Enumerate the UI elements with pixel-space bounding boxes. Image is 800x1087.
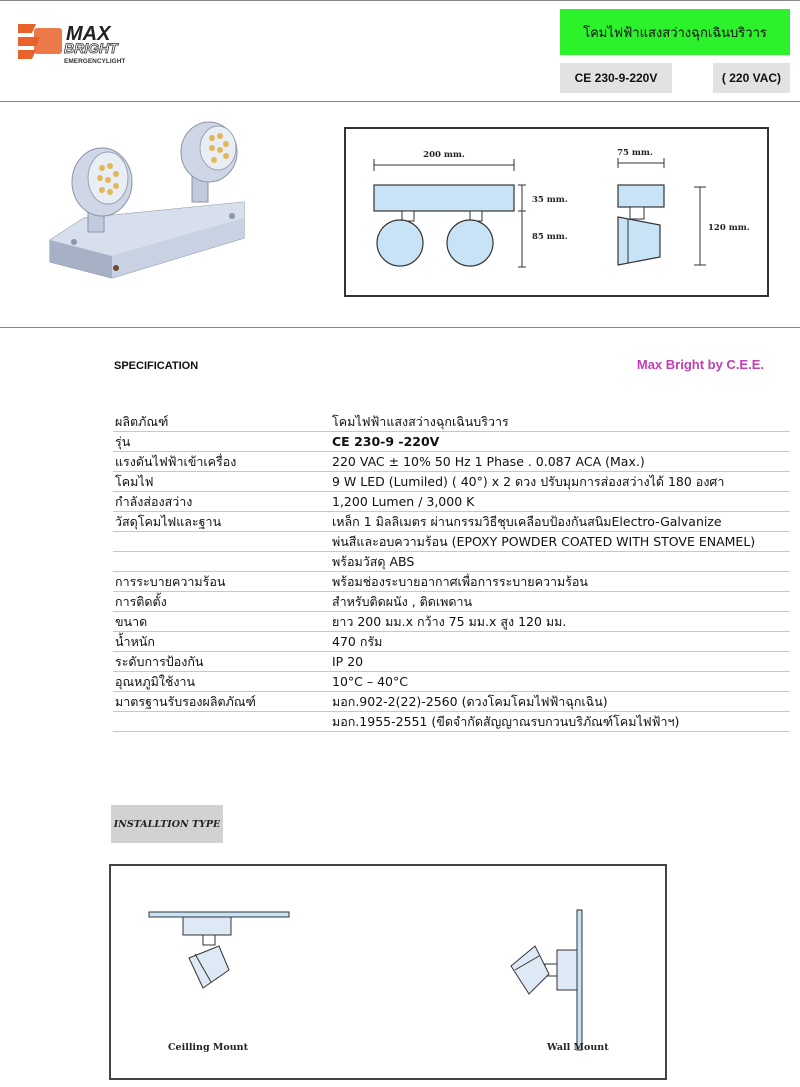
brand-max-text: MAX bbox=[66, 23, 111, 45]
voltage-label: ( 220 VAC) bbox=[721, 71, 782, 85]
spec-row bbox=[113, 532, 790, 552]
spec-heading: SPECIFICATION bbox=[114, 360, 199, 372]
spec-value: ยาว 200 มม.x กว้าง 75 มม.x สูง 120 มม. bbox=[332, 614, 567, 629]
spec-row bbox=[113, 572, 790, 592]
dim-body-height-label: 35 mm. bbox=[532, 195, 568, 205]
installation-drawing bbox=[109, 864, 667, 1080]
spec-value: 1,200 Lumen / 3,000 K bbox=[332, 494, 475, 509]
spec-value: พ่นสีและอบความร้อน (EPOXY POWDER COATED WITH STOVE ENAMEL) bbox=[332, 534, 756, 549]
model-code: CE 230-9-220V bbox=[574, 71, 658, 85]
spec-label: การติดตั้ง bbox=[115, 594, 167, 609]
spec-label: รุ่น bbox=[115, 434, 131, 449]
spec-label: มาตรฐานรับรองผลิตภัณฑ์ bbox=[115, 694, 256, 709]
ceiling-mount-label: Ceilling Mount bbox=[168, 1042, 248, 1053]
spec-label: ผลิตภัณฑ์ bbox=[115, 414, 169, 429]
spec-value: เหล็ก 1 มิลลิเมตร ผ่านกรรมวิธีชุบเคลือบป้องกันสนิมElectro-Galvanize bbox=[332, 514, 722, 529]
spec-value: CE 230-9 -220V bbox=[332, 434, 440, 449]
spec-row bbox=[113, 472, 790, 492]
spec-value: โคมไฟฟ้าแสงสว่างฉุกเฉินบริวาร bbox=[332, 414, 509, 429]
dim-depth-label: 75 mm. bbox=[617, 148, 653, 158]
spec-label: น้ำหนัก bbox=[115, 634, 155, 649]
spec-label: อุณหภูมิใช้งาน bbox=[115, 674, 196, 689]
spec-value: พร้อมวัสดุ ABS bbox=[332, 554, 415, 569]
spec-row bbox=[113, 632, 790, 652]
install-type-label: INSTALLTION TYPE bbox=[113, 818, 221, 830]
spec-row bbox=[113, 652, 790, 672]
install-type-tag bbox=[111, 805, 223, 843]
spec-value: มอก.1955-2551 (ขีดจำกัดสัญญาณรบกวนบริภัณฑ์โคมไฟฟ้าฯ) bbox=[332, 714, 680, 729]
spec-row bbox=[113, 692, 790, 712]
spec-value: 10°C – 40°C bbox=[332, 674, 408, 689]
dim-width-label: 200 mm. bbox=[423, 150, 465, 160]
spec-value: 220 VAC ± 10% 50 Hz 1 Phase . 0.087 ACA (Max.) bbox=[332, 454, 645, 469]
dimension-drawing bbox=[344, 127, 769, 297]
dim-total-height-label: 120 mm. bbox=[708, 223, 750, 233]
product-photo bbox=[44, 120, 259, 285]
header-divider bbox=[0, 101, 800, 102]
spec-value: สำหรับติดผนัง , ติดเพดาน bbox=[332, 594, 473, 609]
dim-head-height-label: 85 mm. bbox=[532, 232, 568, 242]
spec-table bbox=[113, 412, 790, 732]
brand-bright-text: BRIGHT bbox=[64, 40, 118, 56]
model-badge bbox=[560, 63, 672, 93]
spec-value: IP 20 bbox=[332, 654, 364, 669]
wall-mount-label: Wall Mount bbox=[547, 1042, 609, 1053]
spec-row bbox=[113, 512, 790, 532]
spec-row bbox=[113, 452, 790, 472]
product-title: โคมไฟฟ้าแสงสว่างฉุกเฉินบริวาร bbox=[583, 25, 767, 41]
spec-value: พร้อมช่องระบายอากาศเพื่อการระบายความร้อน bbox=[332, 574, 588, 589]
spec-value: มอก.902-2(22)-2560 (ดวงโคมโคมไฟฟ้าฉุกเฉิน) bbox=[332, 694, 608, 709]
spec-label: ระดับการป้องกัน bbox=[115, 654, 204, 669]
spec-row bbox=[113, 552, 790, 572]
spec-row bbox=[113, 712, 790, 732]
top-rule bbox=[0, 0, 800, 1]
product-title-badge bbox=[560, 9, 790, 55]
brand-note: Max Bright by C.E.E. bbox=[636, 357, 764, 372]
spec-label: กำลังส่องสว่าง bbox=[115, 494, 193, 509]
spec-label: ขนาด bbox=[115, 614, 148, 629]
spec-row bbox=[113, 612, 790, 632]
brand-logo bbox=[16, 18, 146, 68]
spec-label: วัสดุโคมไฟและฐาน bbox=[115, 514, 222, 529]
spec-row bbox=[113, 412, 790, 432]
brand-tagline-text: EMERGENCYLIGHT bbox=[64, 58, 126, 65]
spec-row bbox=[113, 492, 790, 512]
spec-value: 470 กรัม bbox=[332, 634, 383, 649]
spec-row bbox=[113, 432, 790, 452]
spec-label: โคมไฟ bbox=[115, 474, 154, 489]
spec-label: แรงดันไฟฟ้าเข้าเครื่อง bbox=[115, 454, 237, 469]
spec-row bbox=[113, 672, 790, 692]
voltage-badge bbox=[713, 63, 790, 93]
spec-label: การระบายความร้อน bbox=[115, 574, 226, 589]
spec-row bbox=[113, 592, 790, 612]
section-divider bbox=[0, 327, 800, 328]
spec-value: 9 W LED (Lumiled) ( 40°) x 2 ดวง ปรับมุมการส่องสว่างได้ 180 องศา bbox=[332, 474, 725, 489]
